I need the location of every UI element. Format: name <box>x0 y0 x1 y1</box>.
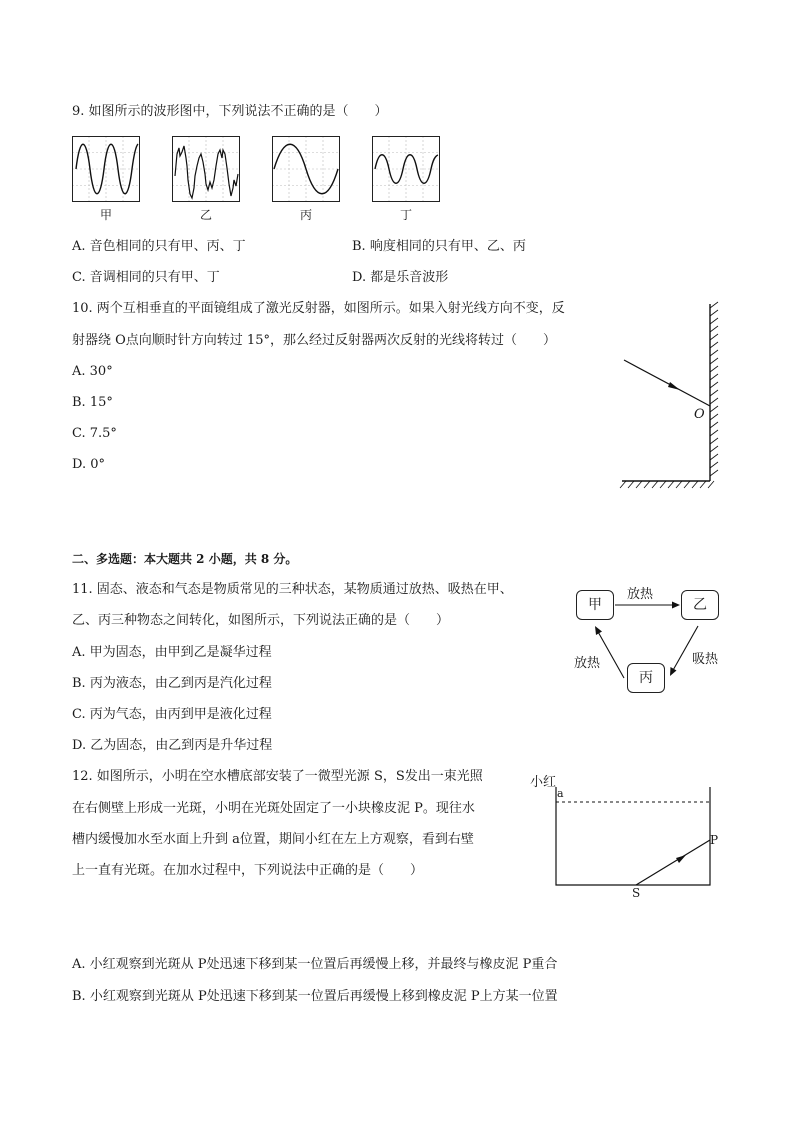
q10-stem-line2: 射器绕 O点向顺时针方向转过 15°，那么经过反射器两次反射的光线将转过（ ） <box>72 333 556 348</box>
q9-option-a: A. 音色相同的只有甲、丙、丁 <box>72 239 246 254</box>
label-release-heat-left: 放热 <box>574 656 601 671</box>
q12-stem-line3: 槽内缓慢加水至水面上升到 a位置，期间小红在左上方观察，看到右壁 <box>72 832 474 847</box>
q12-option-b: B. 小红观察到光斑从 P处迅速下移到某一位置后再缓慢上移到橡皮泥 P上方某一位置 <box>72 989 558 1004</box>
q9-stem: 9. 如图所示的波形图中，下列说法不正确的是（ ） <box>72 104 388 119</box>
source-label: S <box>632 886 641 900</box>
point-o-label: O <box>694 407 705 422</box>
waveform-jia <box>72 136 140 202</box>
q11-stem-line2: 乙、丙三种物态之间转化，如图所示，下列说法正确的是（ ） <box>72 613 450 628</box>
label-jia: 甲 <box>99 208 112 222</box>
label-ding: 丁 <box>399 208 412 222</box>
q11-option-b: B. 丙为液态，由乙到丙是汽化过程 <box>72 676 272 691</box>
q9-option-c: C. 音调相同的只有甲、丁 <box>72 270 220 285</box>
q12-option-a: A. 小红观察到光斑从 P处迅速下移到某一位置后再缓慢上移，并最终与橡皮泥 P重合 <box>72 957 558 972</box>
spot-label: P <box>710 833 719 847</box>
q11-option-d: D. 乙为固态，由乙到丙是升华过程 <box>72 738 273 753</box>
q12-stem-line4: 上一直有光斑。在加水过程中，下列说法中正确的是（ ） <box>72 863 424 878</box>
q10-option-b: B. 15° <box>72 395 113 410</box>
q11-stem-line1: 11. 固态、液态和气态是物质常见的三种状态，某物质通过放热、吸热在甲、 <box>72 582 513 597</box>
water-level-label: a <box>557 787 564 800</box>
q10-option-d: D. 0° <box>72 457 105 472</box>
waveform-yi <box>172 136 240 202</box>
water-tank-diagram <box>550 785 719 891</box>
q10-stem-line1: 10. 两个互相垂直的平面镜组成了激光反射器，如图所示。如果入射光线方向不变，反 <box>72 301 565 316</box>
state-box-bing: 丙 <box>627 663 665 693</box>
q12-stem-line1: 12. 如图所示，小明在空水槽底部安装了一微型光源 S，S发出一束光照 <box>72 769 483 784</box>
state-box-jia: 甲 <box>576 590 614 620</box>
q10-option-c: C. 7.5° <box>72 426 117 441</box>
label-bing: 丙 <box>299 208 312 222</box>
q9-option-b: B. 响度相同的只有甲、乙、丙 <box>352 239 526 254</box>
mirror-reflector-diagram <box>618 298 724 490</box>
label-absorb-heat: 吸热 <box>692 652 719 667</box>
q11-option-a: A. 甲为固态，由甲到乙是凝华过程 <box>72 645 272 660</box>
q9-option-d: D. 都是乐音波形 <box>352 270 449 285</box>
observer-label: 小红 <box>530 775 557 790</box>
state-box-yi: 乙 <box>681 590 719 620</box>
section-title: 二、多选题：本大题共 2 小题，共 8 分。 <box>72 552 298 566</box>
label-yi: 乙 <box>199 208 212 222</box>
waveform-ding <box>372 136 440 202</box>
q12-stem-line2: 在右侧壁上形成一光斑，小明在光斑处固定了一小块橡皮泥 P。现往水 <box>72 801 475 816</box>
label-release-heat-top: 放热 <box>627 587 654 602</box>
q11-option-c: C. 丙为气态，由丙到甲是液化过程 <box>72 707 272 722</box>
waveform-bing <box>272 136 340 202</box>
q10-option-a: A. 30° <box>72 364 113 379</box>
